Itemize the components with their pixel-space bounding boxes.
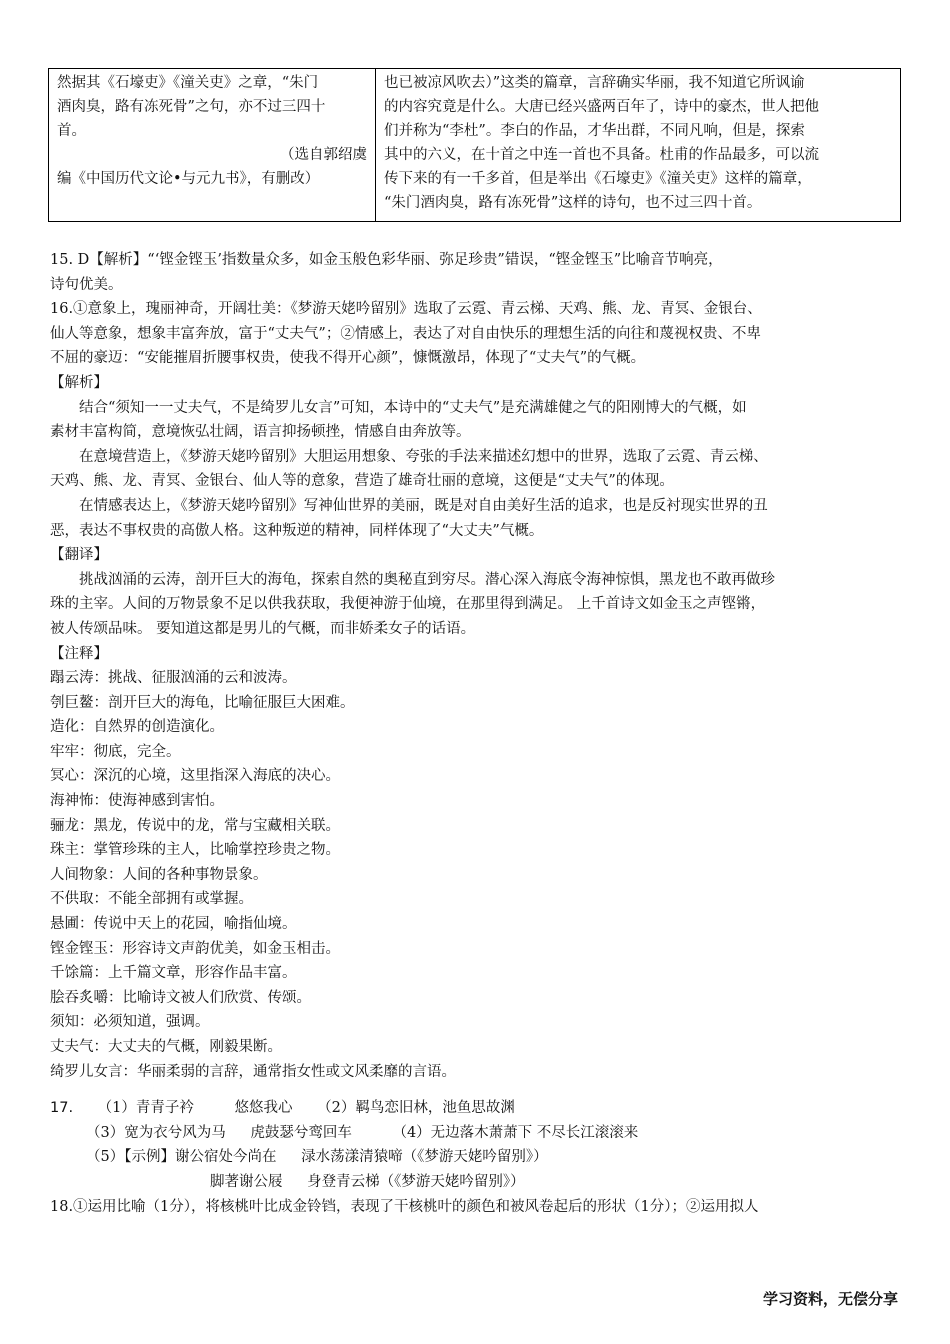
analysis-paragraph: 素材丰富构简，意境恢弘壮阔，语言抑扬顿挫，情感自由奔放等。 [50,424,471,441]
analysis-paragraph: 在意境营造上，《梦游天姥吟留别》大胆运用想象、夸张的手法来描述幻想中的世界，选取了云霓、青云梯、 [79,448,768,465]
note-item: 牢牢：彻底，完全。 [50,743,181,760]
q16-answer: 不屈的豪迈：“安能摧眉折腰事权贵，使我不得开心颜”，慷慨激昂，体现了“丈夫气”的气概。 [50,350,646,367]
q17-item: 渌水荡漾清猿啼（《梦游天姥吟留别》） [301,1149,548,1166]
note-item: 海神怖：使海神感到害怕。 [50,793,224,810]
original-line: 酒肉臭，路有冻死骨”之句，亦不过三四十 [57,99,326,115]
translation-text-cell [376,69,901,222]
q17-item: （1）青青子衿 [97,1100,194,1117]
note-item: 绮罗儿女言：华丽柔弱的言辞，通常指女性或文风柔靡的言语。 [50,1063,456,1080]
analysis-paragraph: 结合“须知一一丈夫气，不是绮罗儿女言”可知，本诗中的“丈夫气”是充满雄健之气的阳刚博大的气概，如 [79,399,747,416]
translation-line: 其中的六义，在十首之中连一首也不具备。杜甫的作品最多，可以流 [384,147,819,163]
q17-item: （5）【示例】谢公宿处今尚在 [86,1149,277,1166]
translation-line: 也已被凉风吹去）”这类的篇章，言辞确实华丽，我不知道它所讽谕 [384,75,805,91]
analysis-paragraph: 在情感表达上，《梦游天姥吟留别》写神仙世界的美丽，既是对自由美好生活的追求，也是反衬现实世界的丑 [79,497,768,514]
source-citation: （选自郭绍虞 [280,147,367,163]
note-item: 珠主：掌管珍珠的主人，比喻掌控珍贵之物。 [50,842,340,859]
q16-answer: 16.①意象上，瑰丽神奇，开阔壮美：《梦游天姥吟留别》选取了云霓、青云梯、天鸡、熊、龙、青冥、金银台、 [50,301,762,318]
original-line: 然据其《石壕吏》《潼关吏》之章，“朱门 [57,75,319,91]
analysis-label: 【解析】 [50,374,108,391]
q17-answer [50,1170,900,1195]
translation-line: 们并称为“李杜”。李白的作品，才华出群，不同凡响，但是，探索 [384,123,805,139]
q15-answer: 15. D【解析】“‘铿金铿玉’指数量众多，如金玉般色彩华丽、弥足珍贵”错误，“铿金铿玉”比喻音节响亮， [50,252,723,268]
source-citation: 编《中国历代文论•与元九书》，有删改） [57,171,320,187]
translation-paragraph: 被人传颂品味。 要知道这都是男儿的气概，而非娇柔女子的话语。 [50,620,476,637]
answer-body [50,248,900,1219]
q18-answer: 18.①运用比喻（1分），将核桃叶比成金铃铛，表现了干核桃叶的颜色和被风卷起后的形状（1分）；②运用拟人 [50,1198,759,1215]
translation-line: 传下来的有一千多首，但是举出《石壕吏》《潼关吏》这样的篇章， [384,171,812,187]
translation-label: 【翻译】 [50,547,108,564]
q17-item: 身登青云梯（《梦游天姥吟留别》） [307,1173,525,1190]
q17-item: （3）宽为衣兮风为马 [86,1124,226,1141]
notes-label: 【注释】 [50,645,108,662]
q17-item: 虎鼓瑟兮鸾回车 [250,1124,352,1141]
note-item: 蹋云涛：挑战、征服汹涌的云和波涛。 [50,670,297,687]
note-item: 千馀篇：上千篇文章，形容作品丰富。 [50,965,297,982]
translation-table [48,68,901,222]
translation-paragraph: 挑战汹涌的云涛，剖开巨大的海龟，探索自然的奥秘直到穷尽。潜心深入海底令海神惊惧，黑龙也不敢再做珍 [79,571,775,588]
q17-item: （2）羁鸟恋旧林，池鱼思故渊 [317,1100,515,1117]
note-item: 不供取：不能全部拥有或掌握。 [50,891,253,908]
translation-line: 的内容究竟是什么。大唐已经兴盛两百年了，诗中的豪杰，世人把他 [384,99,819,115]
q17-item: （4）无边落木萧萧下 不尽长江滚滚来 [392,1124,639,1141]
q17-answer [50,1121,900,1146]
note-item: 冥心：深沉的心境，这里指深入海底的决心。 [50,768,340,785]
q17-item: 悠悠我心 [234,1100,293,1117]
q15-answer: 诗句优美。 [50,276,123,293]
analysis-paragraph: 恶，表达不事权贵的高傲人格。这种叛逆的精神，同样体现了“大丈夫”气概。 [50,522,544,539]
note-item: 造化：自然界的创造演化。 [50,719,224,736]
note-item: 骊龙：黑龙，传说中的龙，常与宝藏相关联。 [50,817,340,834]
question-number: 17. [50,1100,74,1117]
q16-answer: 仙人等意象，想象丰富奔放，富于“丈夫气”；②情感上，表达了对自由快乐的理想生活的向往和蔑视权贵、不卑 [50,325,761,342]
note-item: 人间物象：人间的各种事物景象。 [50,866,268,883]
original-line: 首。 [57,123,86,139]
note-item: 丈夫气：大丈夫的气概，刚毅果断。 [50,1039,282,1055]
note-item: 悬圃：传说中天上的花园，喻指仙境。 [50,916,297,933]
note-item: 须知：必须知道，强调。 [50,1014,210,1031]
q17-answer [50,1096,900,1121]
analysis-paragraph: 天鸡、熊、龙、青冥、金银台、仙人等的意象，营造了雄奇壮丽的意境，这便是“丈夫气”的体现。 [50,473,674,490]
translation-paragraph: 珠的主宰。人间的万物景象不足以供我获取，我便神游于仙境，在那里得到满足。 上千首诗文如金玉之声铿锵， [50,596,766,613]
note-item: 铿金铿玉：形容诗文声韵优美，如金玉相击。 [50,940,340,957]
note-item: 刳巨鳌：剖开巨大的海龟，比喻征服巨大困难。 [50,694,355,711]
original-text-cell [49,69,376,222]
note-item: 脍吞炙嚼：比喻诗文被人们欣赏、传颂。 [50,989,311,1006]
q17-answer [50,1145,900,1170]
q17-item: 脚著谢公屐 [210,1173,283,1190]
translation-line: “朱门酒肉臭，路有冻死骨”这样的诗句，也不过三四十首。 [384,195,762,211]
footer-note: 学习资料，无偿分享 [762,1290,898,1308]
